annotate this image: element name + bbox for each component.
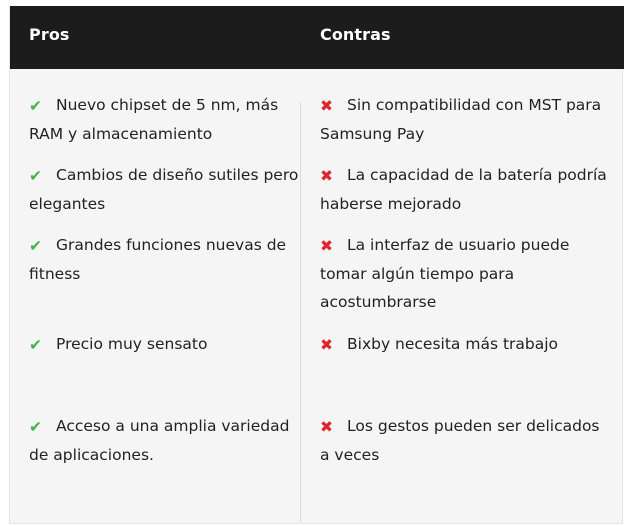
checkmark-icon: ✔ [29,336,42,354]
pro-item-text: Nuevo chipset de 5 nm, más RAM y almacenamiento [29,96,279,143]
con-item-text: La interfaz de usuario puede tomar algún tiempo para acostumbrarse [320,236,570,311]
cross-icon: ✖ [320,336,333,354]
pros-cons-table [9,6,623,524]
con-item [320,91,610,148]
pro-item-text: Acceso a una amplia variedad de aplicaciones. [29,417,290,464]
pro-item-text: Cambios de diseño sutiles pero elegantes [29,166,299,213]
pro-item [29,330,303,359]
con-item-text: Sin compatibilidad con MST para Samsung Pay [320,96,602,143]
checkmark-icon: ✔ [29,418,42,436]
cross-icon: ✖ [320,97,333,115]
cons-header: Contras [320,25,391,44]
cross-icon: ✖ [320,167,333,185]
con-item-text: Los gestos pueden ser delicados a veces [320,417,600,464]
con-item-text: Bixby necesita más trabajo [347,335,559,353]
checkmark-icon: ✔ [29,237,42,255]
pro-item [29,161,303,218]
pro-item-text: Grandes funciones nuevas de fitness [29,236,287,283]
pro-item [29,412,303,469]
checkmark-icon: ✔ [29,97,42,115]
con-item [320,231,610,316]
con-item [320,412,610,469]
checkmark-icon: ✔ [29,167,42,185]
pro-item [29,231,303,288]
pro-item-text: Precio muy sensato [56,335,208,353]
con-item [320,161,610,218]
pros-header: Pros [29,25,70,44]
cross-icon: ✖ [320,237,333,255]
con-item [320,330,610,359]
con-item-text: La capacidad de la batería podría haberse mejorado [320,166,607,213]
cross-icon: ✖ [320,418,333,436]
table-header [10,6,624,69]
pro-item [29,91,303,148]
